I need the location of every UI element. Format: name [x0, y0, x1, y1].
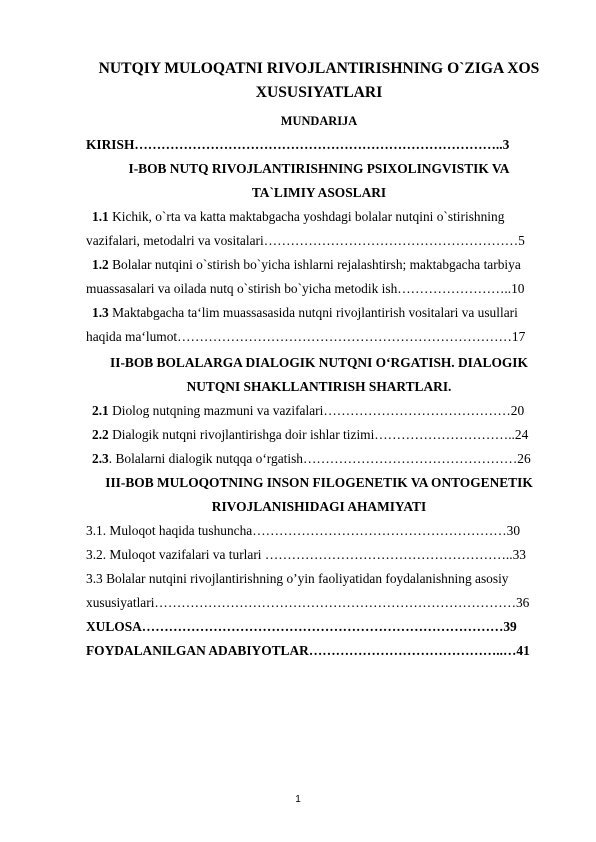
document-title-line-1: NUTQIY MULOQATNI RIVOJLANTIRISHNING O`ZIGA XOS — [98, 60, 540, 77]
chapter3-title-line-1: III-BOB MULOQOTNING INSON FILOGENETIK VA ONTOGENETIK — [105, 475, 533, 490]
chapter3-title-line-2: RIVOJLANISHIDAGI AHAMIYATI — [211, 499, 427, 514]
toc-item-3-3: 3.3 Bolalar nutqini rivojlantirishning o’yin faoliyatidan foydalanishning asosiy — [86, 571, 509, 586]
contents-heading: MUNDARIJA — [280, 114, 358, 128]
chapter1-title-line-2: TA`LIMIY ASOSLARI — [251, 185, 387, 200]
toc-conclusion: XULOSA………………………………………………………………………39 — [86, 619, 517, 634]
document-title-line-2: XUSUSIYATLARI — [255, 84, 383, 101]
toc-item-1-1 — [86, 208, 558, 226]
toc-item-number: 1.1 — [92, 209, 109, 224]
toc-item-text: Maktabgacha ta‘lim muassasasida nutqni rivojlantirish vositalari va usullari — [108, 305, 518, 320]
toc-item-3-3-continued: xususiyatlari………………………………………………………………………36 — [86, 595, 530, 610]
chapter2-title-line-1: II-BOB BOLALARGA DIALOGIK NUTQNI O‘RGATISH. DIALOGIK — [110, 355, 528, 370]
toc-item-number: 1.3 — [92, 305, 109, 320]
toc-item-number: 2.1 — [92, 403, 109, 418]
toc-intro: KIRISH………………………………………………………………………..3 — [86, 137, 510, 152]
page-number: 1 — [295, 794, 301, 805]
chapter2-title-line-2: NUTQNI SHAKLLANTIRISH SHARTLARI. — [186, 379, 452, 394]
toc-item-1-3 — [86, 304, 558, 322]
toc-item-text: Diolog nutqning mazmuni va vazifalari……………………………………20 — [108, 403, 525, 418]
toc-item-1-2-continued: muassasalari va oilada nutq o`stirish bo`yicha metodik ish……………………..10 — [86, 281, 525, 296]
toc-item-1-3-continued: haqida ma‘lumot…………………………………………………………………17 — [86, 329, 526, 344]
toc-item-2-1 — [86, 402, 558, 420]
toc-item-2-2 — [86, 426, 558, 444]
toc-item-text: Kichik, o`rta va katta maktabgacha yoshdagi bolalar nutqini o`stirishning — [108, 209, 505, 224]
toc-references: FOYDALANILGAN ADABIYOTLAR……………………………………..…41 — [86, 643, 530, 658]
toc-item-1-2 — [86, 256, 558, 274]
toc-item-2-3 — [86, 450, 558, 468]
toc-item-text: Bolalar nutqini o`stirish bo`yicha ishlarni rejalashtirsh; maktabgacha tarbiya — [108, 257, 521, 272]
toc-item-text: Dialogik nutqni rivojlantirishga doir ishlar tizimi…………………………..24 — [108, 427, 529, 442]
toc-item-1-1-continued: vazifalari, metodalri va vositalari…………………………………………………5 — [86, 233, 525, 248]
toc-item-3-2: 3.2. Muloqot vazifalari va turlari ………………………………………………..33 — [86, 547, 526, 562]
toc-item-number: 2.3 — [92, 451, 109, 466]
chapter1-title-line-1: I-BOB NUTQ RIVOJLANTIRISHNING PSIXOLINGVISTIK VA — [128, 161, 510, 176]
toc-item-number: 1.2 — [92, 257, 109, 272]
toc-item-3-1: 3.1. Muloqot haqida tushuncha…………………………………………………30 — [86, 523, 521, 538]
toc-item-text: . Bolalarni dialogik nutqqa o‘rgatish…………………………………………26 — [108, 451, 531, 466]
toc-item-number: 2.2 — [92, 427, 109, 442]
